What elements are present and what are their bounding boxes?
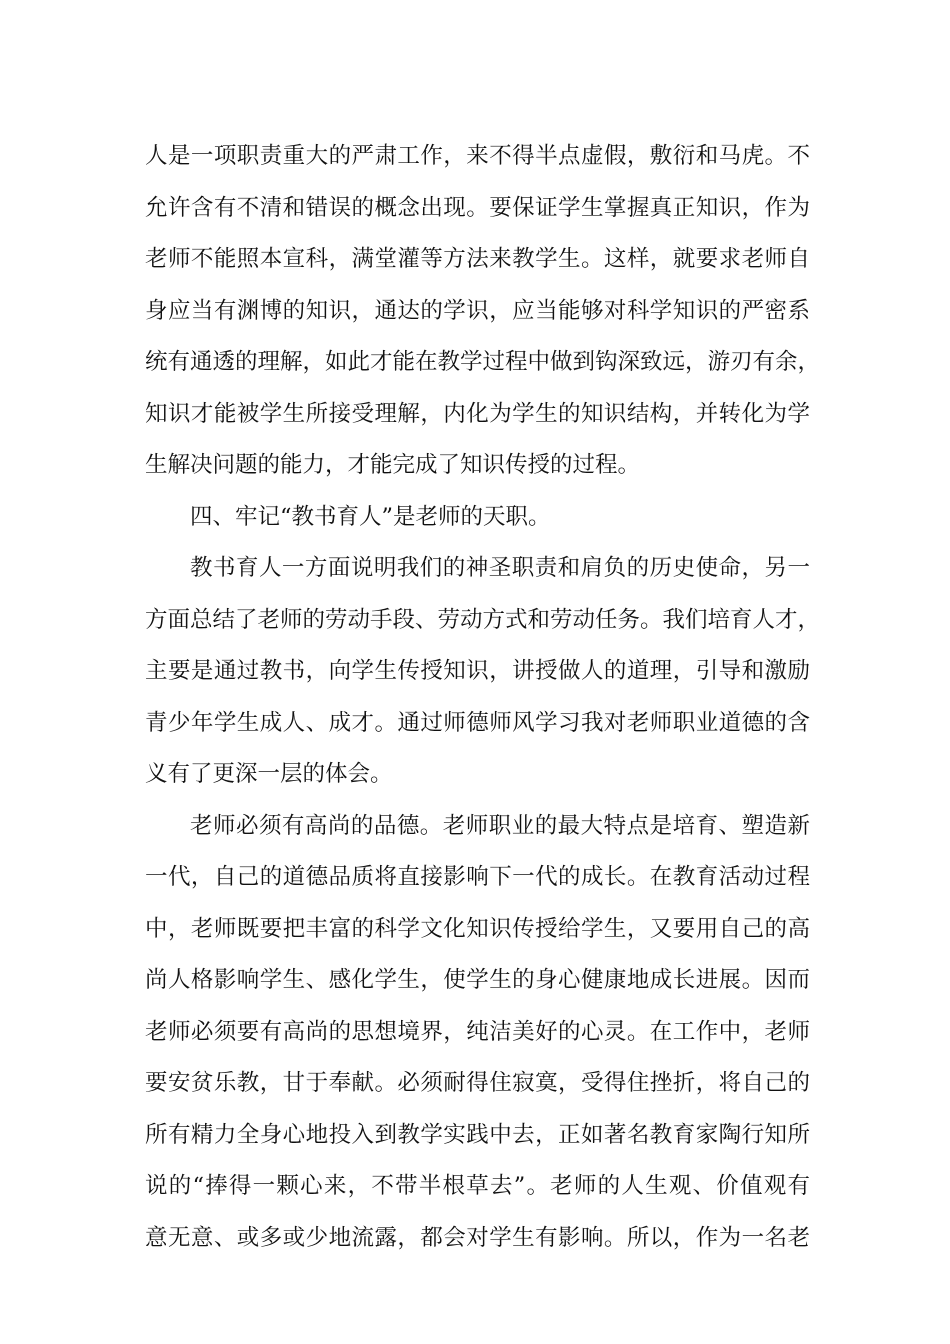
text-line: 意无意、或多或少地流露，都会对学生有影响。所以，作为一名老	[145, 1224, 810, 1251]
text-line: 要安贫乐教，甘于奉献。必须耐得住寂寞，受得住挫折，将自己的	[145, 1070, 810, 1096]
text-line: 统有通透的理解，如此才能在教学过程中做到钩深致远，游刃有余，	[145, 349, 821, 375]
section-heading: 四、牢记“教书育人”是老师的天职。	[190, 503, 551, 530]
text-line: 人是一项职责重大的严肃工作，来不得半点虚假，敷衍和马虎。不	[145, 143, 810, 169]
text-line: 青少年学生成人、成才。通过师德师风学习我对老师职业道德的含	[145, 709, 810, 736]
text-line: 允许含有不清和错误的概念出现。要保证学生掌握真正知识，作为	[145, 194, 810, 221]
text-line: 教书育人一方面说明我们的神圣职责和肩负的历史使命，另一	[190, 555, 810, 581]
text-line: 方面总结了老师的劳动手段、劳动方式和劳动任务。我们培育人才，	[145, 606, 821, 633]
text-line: 老师不能照本宣科，满堂灌等方法来教学生。这样，就要求老师自	[145, 246, 810, 272]
text-line: 说的“捧得一颗心来，不带半根草去”。老师的人生观、价值观有	[145, 1173, 810, 1199]
text-line: 生解决问题的能力，才能完成了知识传授的过程。	[145, 452, 641, 478]
text-line: 知识才能被学生所接受理解，内化为学生的知识结构，并转化为学	[145, 400, 810, 427]
text-line: 一代，自己的道德品质将直接影响下一代的成长。在教育活动过程	[145, 864, 810, 890]
text-line: 义有了更深一层的体会。	[145, 761, 393, 787]
text-line: 所有精力全身心地投入到教学实践中去，正如著名教育家陶行知所	[145, 1121, 810, 1148]
text-line: 尚人格影响学生、感化学生，使学生的身心健康地成长进展。因而	[145, 967, 810, 993]
text-line: 中，老师既要把丰富的科学文化知识传授给学生，又要用自己的高	[145, 915, 810, 942]
text-line: 老师必须要有高尚的思想境界，纯洁美好的心灵。在工作中，老师	[145, 1018, 810, 1045]
text-line: 老师必须有高尚的品德。老师职业的最大特点是培育、塑造新	[190, 812, 810, 839]
text-line: 主要是通过教书，向学生传授知识，讲授做人的道理，引导和激励	[145, 658, 810, 684]
document-body	[145, 131, 821, 1264]
text-line: 身应当有渊博的知识，通达的学识，应当能够对科学知识的严密系	[145, 297, 810, 324]
